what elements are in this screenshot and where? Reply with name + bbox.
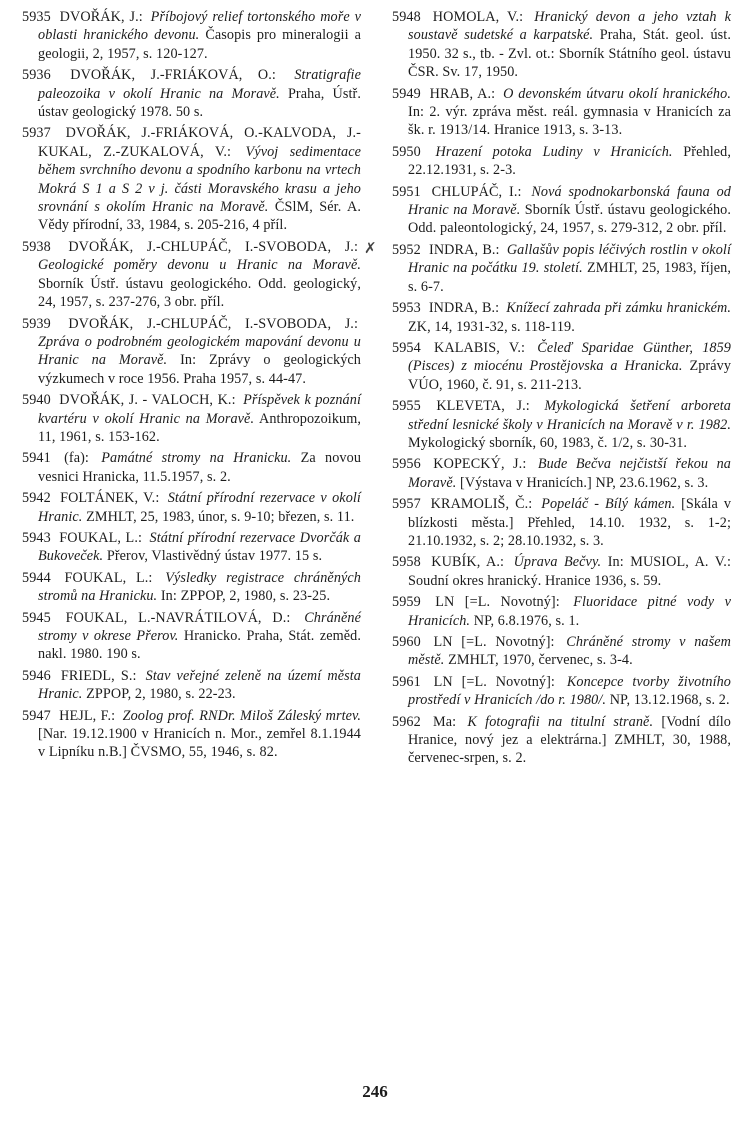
- entry-title: Stratigrafie paleozoika v okolí Hranic na Moravě.: [38, 67, 361, 102]
- entry-author: INDRA, B.:: [428, 300, 500, 317]
- entry-title: Státní přírodní rezervace Dvorčák a Bukoveček.: [38, 529, 362, 565]
- entry-number: 5954: [392, 339, 421, 356]
- entry-details: Zprávy VÚO, 1960, č. 91, s. 211-213.: [408, 358, 732, 393]
- entry-number: 5962: [392, 713, 421, 730]
- entry-details: [Vodní dílo Hranice, nový jez a elektrárna.] ZMHLT, 30, 1988, červenec-srpen, s. 2.: [408, 713, 731, 767]
- entry-author: FOUKAL, L.:: [59, 529, 143, 546]
- entry-details: ZMHLT, 1970, červenec, s. 3-4.: [448, 652, 633, 669]
- entry-author: DVOŘÁK, J.:: [59, 9, 143, 25]
- entry-details: ZMHLT, 25, 1983, říjen, s. 6-7.: [408, 260, 731, 295]
- entry-title: Vývoj sedimentace během svrchního devonu a spodního karbonu na vrtech Mokrá S 1 a S 2 v j. části Moravského krasu a jeho srovnání s okolím Hranic na Moravě.: [38, 143, 361, 216]
- page-number: 246: [362, 1082, 388, 1101]
- bibliography-entry: [392, 85, 731, 140]
- entry-details: ZPPOP, 2, 1980, s. 22-23.: [86, 686, 236, 703]
- entry-author: (fa):: [64, 450, 89, 467]
- bibliography-entry: [22, 124, 361, 234]
- entry-title: O devonském útvaru okolí hranického.: [503, 85, 731, 102]
- bibliography-entry: [22, 449, 361, 486]
- entry-details: Praha, Ústř. ústav geologický 1978. 50 s.: [38, 85, 361, 121]
- entry-title: Hrazení potoka Ludiny v Hranicích.: [435, 143, 673, 160]
- bibliography-entry: [392, 8, 731, 82]
- entry-author: KUBÍK, A.:: [431, 554, 505, 571]
- bibliography-entry: [22, 707, 361, 762]
- entry-number: 5944: [22, 569, 51, 586]
- entry-number: 5955: [392, 398, 421, 415]
- entry-title: Fluoridace pitné vody v Hranicích.: [408, 594, 731, 629]
- bibliography-entry: [392, 593, 731, 630]
- entry-title: Příspěvek k poznání kvartéru v okolí Hranic na Moravě.: [38, 392, 361, 427]
- entry-number: 5947: [22, 707, 51, 724]
- bibliography-entry: [22, 667, 361, 704]
- bibliography-entry: [22, 8, 361, 63]
- entry-number: 5940: [22, 392, 51, 409]
- entry-details: Mykologický sborník, 60, 1983, č. 1/2, s. 30-31.: [408, 434, 688, 451]
- entry-number: 5936: [22, 67, 51, 84]
- entry-author: DVOŘÁK, J.-CHLUPÁČ, I.-SVOBODA, J.:: [68, 238, 358, 255]
- entry-number: 5945: [22, 609, 51, 626]
- entry-number: 5959: [392, 594, 421, 611]
- entry-number: 5941: [22, 450, 51, 467]
- bibliography-entry: [392, 553, 731, 590]
- entry-author: Ma:: [433, 713, 457, 730]
- entry-title: Památné stromy na Hranicku.: [101, 450, 292, 467]
- bibliography-entry: [392, 397, 731, 452]
- entry-author: KLEVETA, J.:: [436, 398, 530, 415]
- bibliography-entry: ✗ 5952 INDRA, B.: Gallašův popis léčivých rostlin v okolí Hranic na počátku 19. století. ZMHLT, 25, 1983, říjen, s. 6-7.: [364, 240, 731, 295]
- entry-details: Za novou vesnici Hranicka, 11.5.1957, s. 2.: [38, 450, 362, 485]
- entry-title: Chráněné stromy v okrese Přerov.: [38, 609, 361, 644]
- entry-number: 5949: [392, 85, 421, 102]
- entry-author: FOUKAL, L.:: [64, 569, 153, 586]
- entry-author: KALABIS, V.:: [434, 339, 526, 356]
- entry-author: KRAMOLIŠ, Č.:: [430, 496, 533, 513]
- entry-details: ZMHLT, 25, 1983, únor, s. 9-10; březen, s. 11.: [86, 508, 355, 525]
- entry-author: LN [=L. Novotný]:: [433, 673, 555, 690]
- bibliography-entry: [392, 713, 731, 768]
- entry-author: INDRA, B.:: [429, 241, 500, 258]
- entry-author: DVOŘÁK, J.-CHLUPÁČ, I.-SVOBODA, J.:: [68, 315, 358, 332]
- bibliography-entry: [392, 339, 731, 394]
- entry-title: Koncepce tvorby životního prostředí v Hranicích /do r. 1980/.: [408, 673, 731, 709]
- entry-details: Přehled, 22.12.1931, s. 2-3.: [408, 143, 731, 179]
- entry-details: NP, 6.8.1976, s. 1.: [473, 612, 580, 629]
- entry-title: Hranický devon a jeho vztah k soustavě sudetské a karpatské.: [408, 9, 732, 44]
- entry-author: DVOŘÁK, J.-FRIÁKOVÁ, O.:: [70, 67, 276, 84]
- entry-details: [Nar. 19.12.1900 v Hranicích n. Mor., zemřel 8.1.1944 v Lipníku n.B.] ČVSMO, 55, 1946, s. 82.: [38, 726, 361, 761]
- bibliography-entry: [392, 495, 731, 550]
- entry-author: FOLTÁNEK, V.:: [60, 490, 160, 507]
- entry-title: Mykologická šetření arboreta střední lesnické školy v Hranicích na Moravě v r. 1982.: [408, 398, 731, 433]
- entry-details: In: ZPPOP, 2, 1980, s. 23-25.: [160, 588, 331, 605]
- entry-title: K fotografii na titulní straně.: [467, 713, 654, 730]
- entry-title: Nová spodnokarbonská fauna od Hranic na Moravě.: [408, 183, 731, 219]
- entry-title: Státní přírodní rezervace v okolí Hranic.: [38, 490, 361, 525]
- bibliography-entry: [22, 609, 361, 664]
- bibliography-entry: [392, 183, 731, 238]
- entry-title: Čeleď Sparidae Günther, 1859 (Pisces) z miocénu Prostějovska a Hranicka.: [408, 339, 731, 375]
- entry-number: 5935: [22, 9, 51, 25]
- bibliography-entry: [392, 673, 731, 710]
- entry-number: 5960: [392, 634, 421, 650]
- entry-details: [Skála v blízkosti města.] Přehled, 14.10. 1932, s. 1-2; 21.10.1932, s. 2; 28.10.1932, s. 3.: [408, 496, 732, 549]
- entry-author: DVOŘÁK, J. - VALOCH, K.:: [59, 392, 236, 409]
- bibliography-entry: [22, 66, 361, 121]
- bibliography-entry: [392, 455, 731, 492]
- entry-number: 5950: [392, 143, 421, 160]
- entry-author: HEJL, F.:: [59, 707, 116, 724]
- entry-details: Sborník Ústř. ústavu geologického. Odd. paleontologický, 24, 1957, s. 279-312, 2 obr. příl.: [408, 202, 731, 237]
- entry-number: 5937: [22, 125, 51, 142]
- entry-title: Úprava Bečvy.: [513, 554, 602, 571]
- entry-number: 5951: [392, 183, 421, 200]
- entry-author: CHLUPÁČ, I.:: [431, 183, 522, 200]
- entry-title: Zoolog prof. RNDr. Miloš Záleský mrtev.: [122, 707, 361, 724]
- entry-author: FOUKAL, L.-NAVRÁTILOVÁ, D.:: [65, 609, 291, 626]
- bibliography-entry: [22, 529, 361, 566]
- entry-details: [Výstava v Hranicích.] NP, 23.6.1962, s. 3.: [460, 474, 709, 491]
- entry-details: Hranicko. Praha, Stát. zeměd. nakl. 1980. 190 s.: [38, 628, 361, 663]
- entry-details: Praha, Stát. geol. úst. 1950. 32 s., tb. - Zvl. ot.: Sborník Státního geol. ústavu ČSR. Sv. 17, 1950.: [408, 27, 731, 81]
- entry-title: Zpráva o podrobném geologickém mapování devonu u Hranic na Moravě.: [38, 333, 361, 369]
- left-column: [22, 8, 361, 765]
- entry-author: FRIEDL, S.:: [60, 667, 137, 684]
- entry-title: Geologické poměry devonu u Hranic na Moravě.: [38, 257, 361, 274]
- entry-number: 5938: [22, 238, 51, 255]
- entry-title: Gallašův popis léčivých rostlin v okolí Hranic na počátku 19. století.: [408, 241, 731, 277]
- entry-details: Anthropozoikum, 11, 1961, s. 153-162.: [38, 410, 361, 445]
- entry-details: ČSlM, Sér. A. Vědy přírodní, 33, 1984, s. 205-216, 4 příl.: [38, 199, 361, 234]
- entry-author: LN [=L. Novotný]:: [435, 594, 560, 611]
- entry-title: Bude Bečva nejčistší řekou na Moravě.: [408, 456, 731, 491]
- entry-number: 5942: [22, 490, 51, 507]
- entry-number: 5961: [392, 673, 421, 690]
- right-column: [364, 8, 732, 771]
- entry-details: In: Zprávy o geologických výzkumech v roce 1956. Praha 1957, s. 44-47.: [38, 352, 362, 387]
- entry-details: Přerov, Vlastivědný ústav 1977. 15 s.: [106, 548, 323, 565]
- entry-author: HOMOLA, V.:: [432, 9, 524, 25]
- entry-title: Chráněné stromy v našem městě.: [408, 634, 731, 669]
- entry-number: 5952: [392, 241, 421, 258]
- entry-author: KOPECKÝ, J.:: [433, 456, 527, 473]
- entry-title: Knížecí zahrada při zámku hranickém.: [506, 300, 731, 317]
- bibliography-entry: [392, 633, 731, 670]
- entry-number: 5946: [22, 667, 51, 684]
- entry-number: 5957: [392, 496, 421, 513]
- bibliography-entry: [22, 238, 361, 312]
- entry-details: In: MUSIOL, A. V.: Soudní okres hranický. Hranice 1936, s. 59.: [408, 554, 731, 589]
- entry-author: HRAB, A.:: [429, 85, 496, 102]
- entry-details: ZK, 14, 1931-32, s. 118-119.: [408, 318, 575, 335]
- entry-title: Příbojový relief tortonského moře v oblasti hranického devonu.: [38, 9, 362, 44]
- entry-details: Sborník Ústř. ústavu geologického. Odd. geologický, 24, 1957, s. 237-276, 3 obr. příl.: [38, 275, 361, 311]
- bibliography-entry: [22, 391, 361, 446]
- bibliography-entry: [22, 489, 361, 526]
- bibliography-entry: [392, 299, 731, 336]
- entry-title: Stav veřejné zeleně na území města Hranic.: [38, 667, 361, 703]
- entry-number: 5939: [22, 315, 51, 332]
- entry-details: Časopis pro mineralogii a geologii, 2, 1957, s. 120-127.: [38, 27, 361, 62]
- bibliography-entry: [22, 569, 361, 606]
- entry-number: 5953: [392, 300, 421, 317]
- entry-title: Výsledky registrace chráněných stromů na Hranicku.: [38, 569, 362, 605]
- entry-details: In: 2. výr. zpráva měst. reál. gymnasia v Hranicích za šk. r. 1913/14. Hranice 1913, s. 3-13.: [408, 104, 731, 139]
- entry-number: 5958: [392, 554, 421, 571]
- entry-number: 5956: [392, 456, 421, 473]
- entry-author: DVOŘÁK, J.-FRIÁKOVÁ, O.-KALVODA, J.-KUKAL, Z.-ZUKALOVÁ, V.:: [38, 125, 361, 160]
- entry-number: 5948: [392, 9, 421, 25]
- entry-details: NP, 13.12.1968, s. 2.: [609, 692, 730, 709]
- entry-author: LN [=L. Novotný]:: [433, 634, 555, 650]
- entry-title: Popeláč - Bílý kámen.: [541, 496, 676, 513]
- bibliography-entry: [22, 315, 361, 389]
- entry-number: 5943: [22, 529, 51, 546]
- bibliography-entry: [392, 143, 731, 180]
